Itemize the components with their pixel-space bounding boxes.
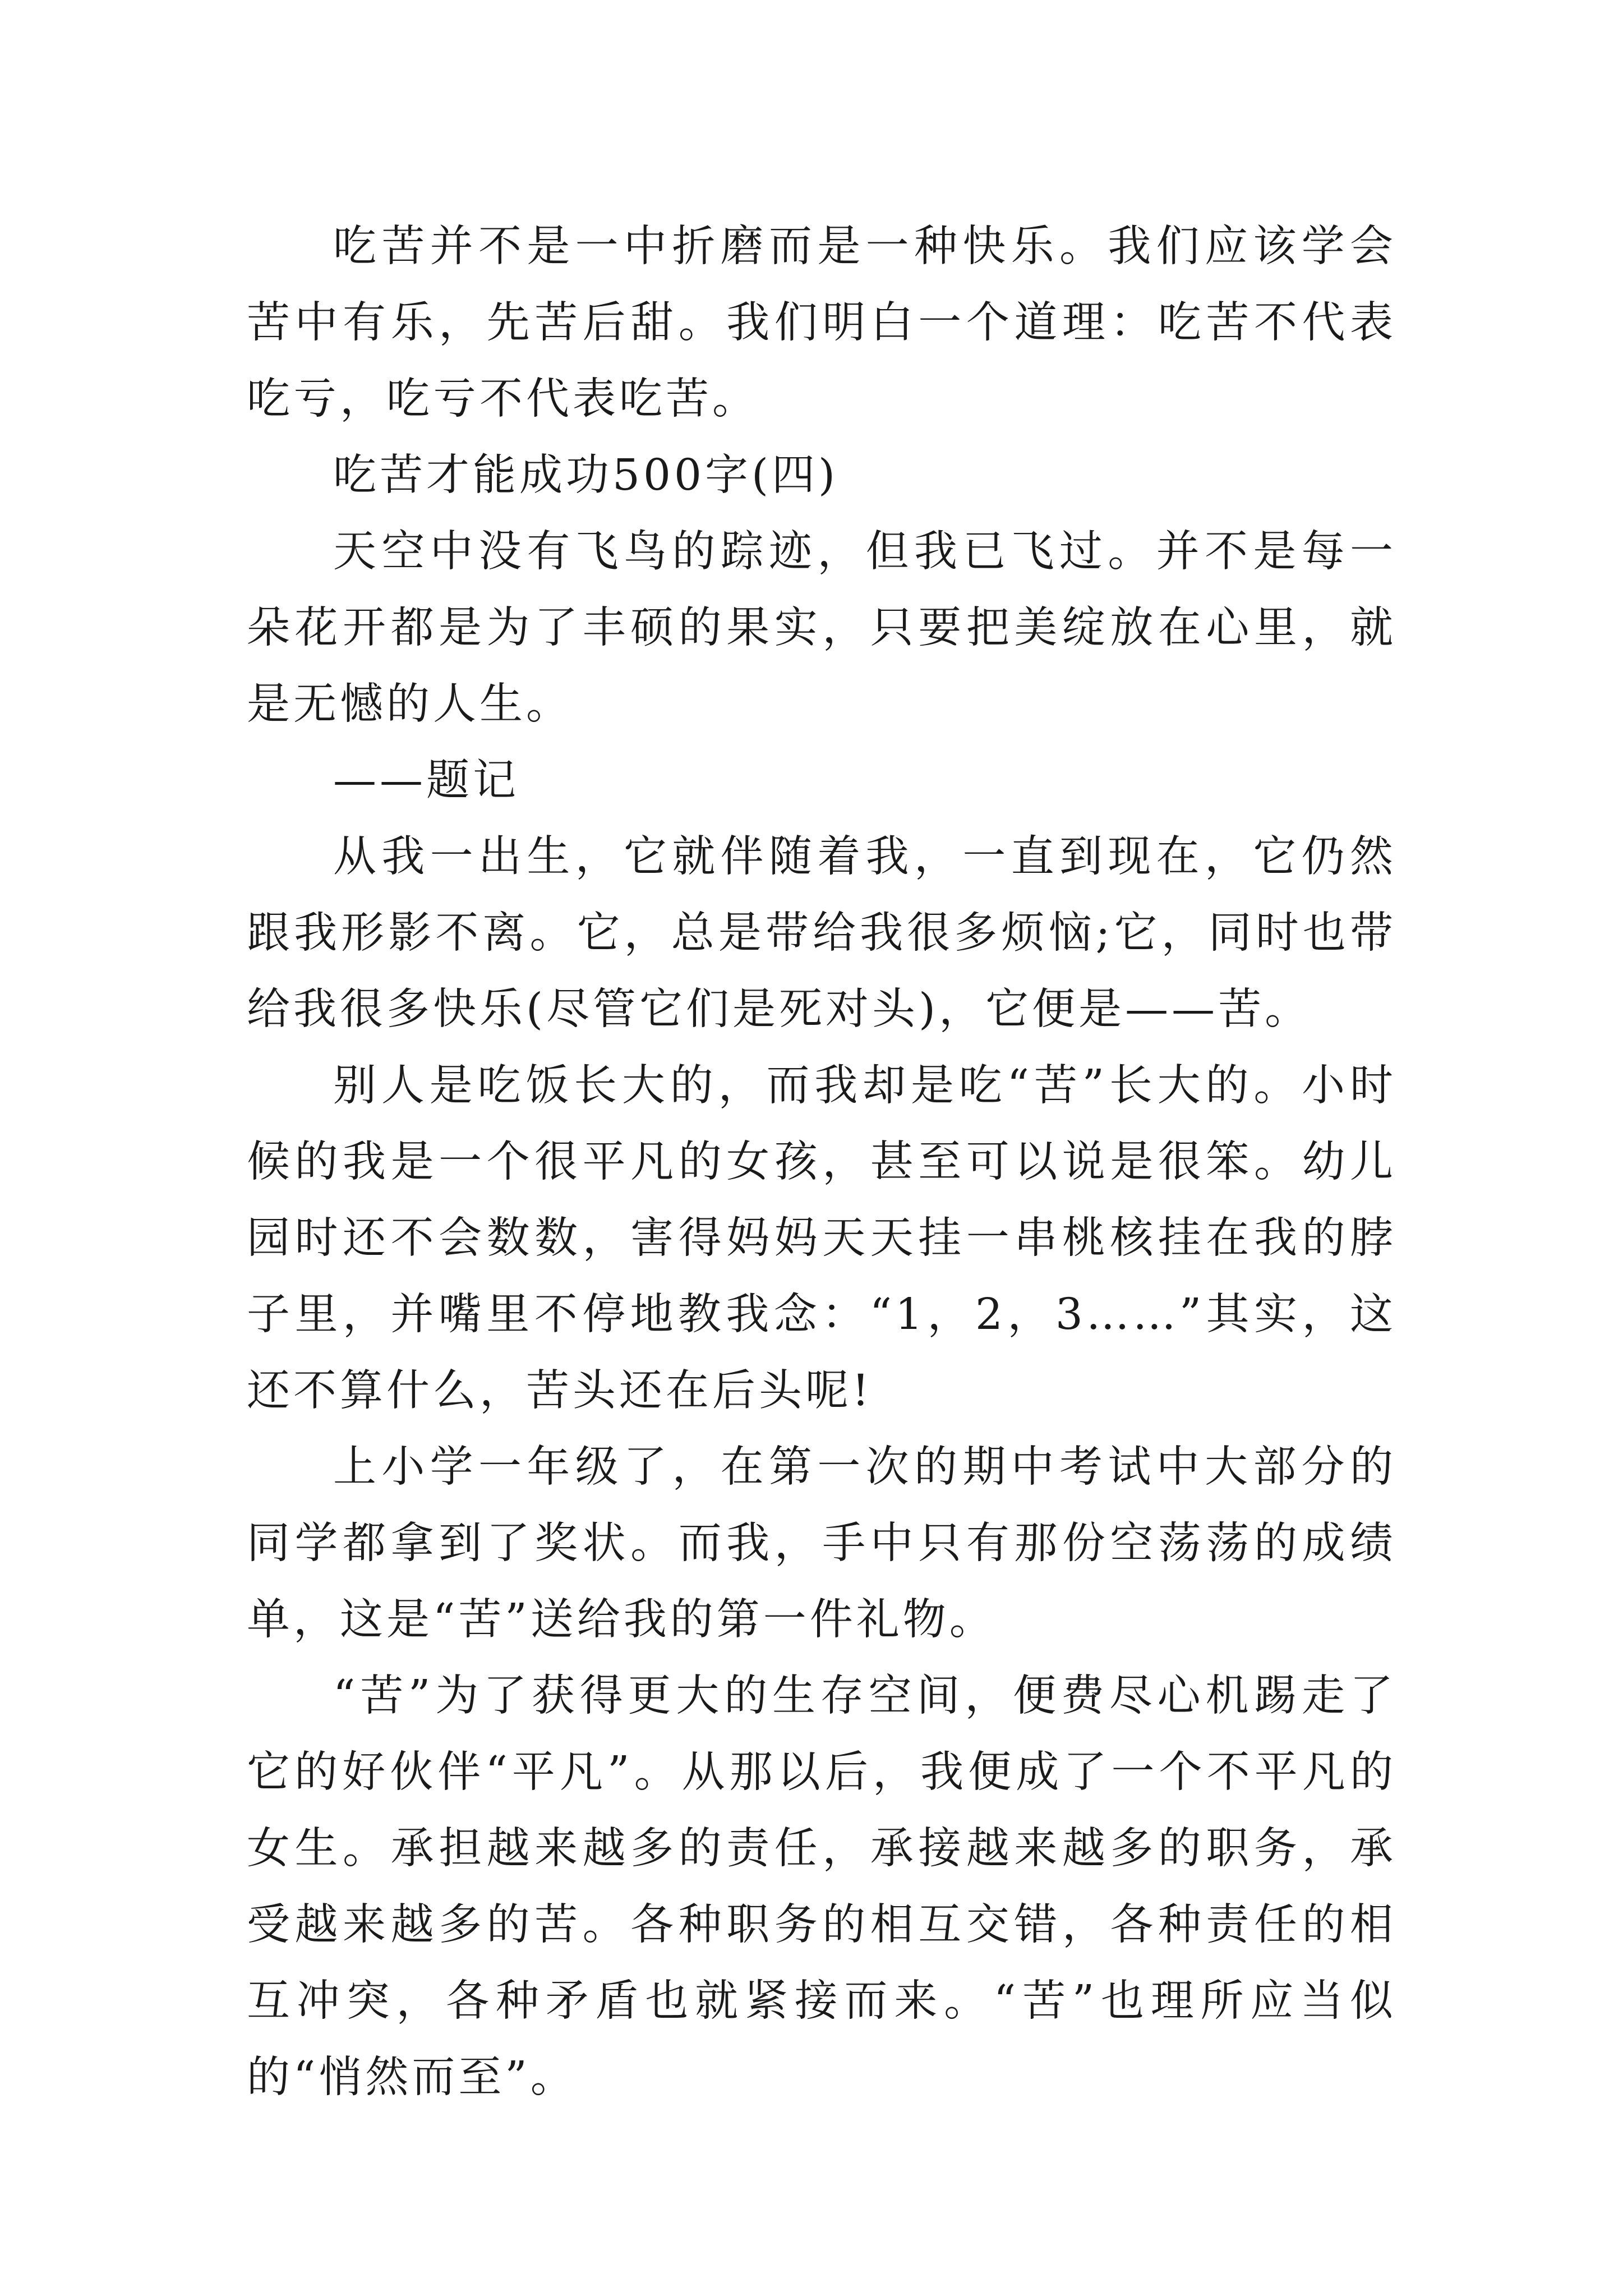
paragraph-5: 上小学一年级了，在第一次的期中考试中大部分的同学都拿到了奖状。而我，手中只有那份空荡荡的成绩单，这是“苦”送给我的第一件礼物。 — [247, 1442, 1396, 1645]
paragraph-3: 从我一出生，它就伴随着我，一直到现在，它仍然跟我形影不离。它，总是带给我很多烦恼;它，同时也带给我很多快乐(尽管它们是死对头)，它便是——苦。 — [247, 832, 1396, 1034]
paragraph-6: “苦”为了获得更大的生存空间，便费尽心机踢走了它的好伙伴“平凡”。从那以后，我便成了一个不平凡的女生。承担越来越多的责任，承接越来越多的职务，承受越来越多的苦。各种职务的相互交错，各种责任的相互冲突，各种矛盾也就紧接而来。“苦”也理所应当似的“悄然而至”。 — [247, 1671, 1396, 2102]
section-heading: 吃苦才能成功500字(四) — [333, 450, 839, 500]
paragraph-4: 别人是吃饭长大的，而我却是吃“苦”长大的。小时候的我是一个很平凡的女孩，甚至可以说是很笨。幼儿园时还不会数数，害得妈妈天天挂一串桃核挂在我的脖子里，并嘴里不停地教我念：“1，2，3……”其实，这还不算什么，苦头还在后头呢! — [247, 1061, 1396, 1416]
epigraph-attribution: ——题记 — [333, 756, 519, 806]
paragraph-2: 天空中没有飞鸟的踪迹，但我已飞过。并不是每一朵花开都是为了丰硕的果实，只要把美绽放在心里，就是无憾的人生。 — [247, 527, 1396, 729]
document-body — [247, 209, 1396, 2116]
paragraph-1: 吃苦并不是一中折磨而是一种快乐。我们应该学会苦中有乐，先苦后甜。我们明白一个道理：吃苦不代表吃亏，吃亏不代表吃苦。 — [247, 222, 1396, 424]
